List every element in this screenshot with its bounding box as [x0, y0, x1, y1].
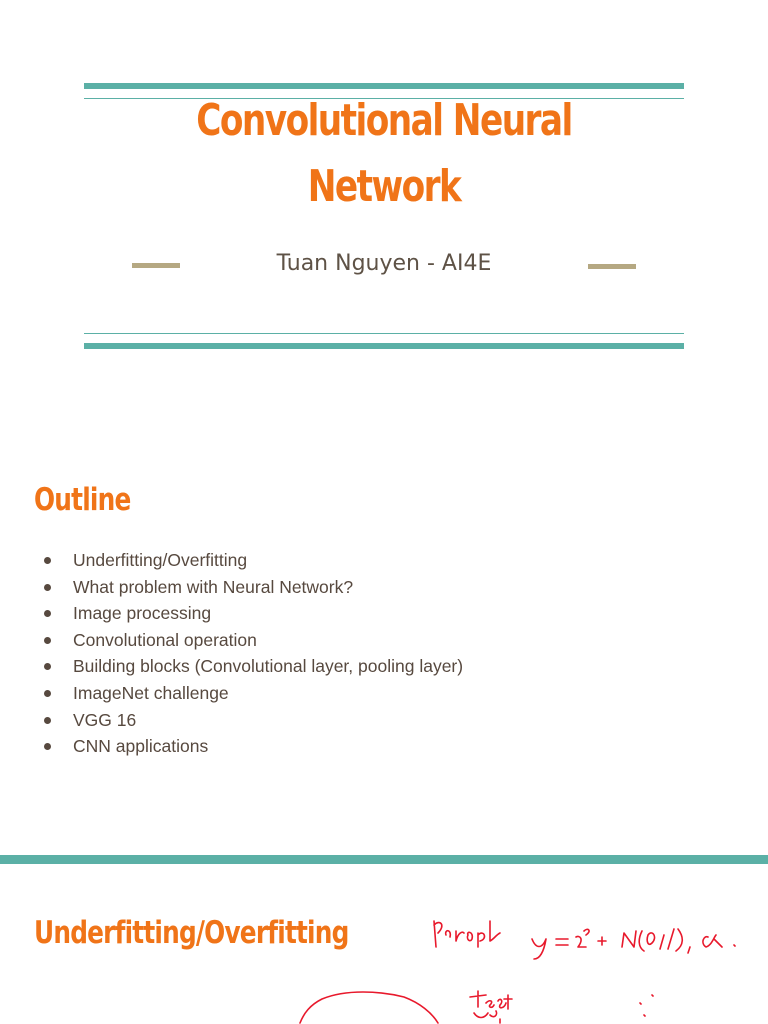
outline-list [44, 547, 463, 760]
outline-item [44, 600, 463, 627]
bullet-dot-icon [44, 690, 51, 697]
outline-item [44, 680, 463, 707]
title-slide [0, 0, 768, 430]
outline-item-label: Convolutional operation [73, 629, 257, 650]
title-line-1: Convolutional Neural [196, 95, 572, 146]
outline-item-label: ImageNet challenge [73, 682, 229, 703]
outline-item-label: What problem with Neural Network? [73, 576, 354, 597]
handwritten-annotations [0, 855, 768, 1024]
title-line-2: Network [307, 161, 461, 212]
outline-item [44, 627, 463, 654]
handwritten-small-mark [640, 995, 653, 1016]
bullet-dot-icon [44, 584, 51, 591]
slide-title [150, 88, 618, 220]
handwritten-formula-scribble [532, 929, 735, 959]
handwritten-curve [300, 992, 438, 1023]
outline-item [44, 574, 463, 601]
left-dash-ornament [132, 263, 180, 268]
bullet-dot-icon [44, 743, 51, 750]
bottom-thick-rule [84, 343, 684, 349]
outline-item-label: CNN applications [73, 736, 209, 757]
outline-slide [0, 430, 768, 855]
outline-item-label: VGG 16 [73, 709, 137, 730]
outline-heading: Outline [34, 482, 131, 518]
bullet-dot-icon [44, 663, 51, 670]
outline-item-label: Building blocks (Convolutional layer, pooling layer) [73, 656, 464, 677]
bullet-dot-icon [44, 637, 51, 644]
underfitting-slide [0, 855, 768, 1024]
outline-item [44, 733, 463, 760]
bottom-thin-rule [84, 333, 684, 334]
bullet-dot-icon [44, 610, 51, 617]
handwritten-test-scribble [470, 991, 512, 1023]
outline-item [44, 547, 463, 574]
outline-item [44, 653, 463, 680]
right-dash-ornament [588, 264, 636, 269]
underfitting-heading: Underfitting/Overfitting [34, 915, 349, 951]
outline-item-label: Image processing [73, 603, 212, 624]
bullet-dot-icon [44, 557, 51, 564]
bullet-dot-icon [44, 717, 51, 724]
outline-item-label: Underfitting/Overfitting [73, 550, 248, 570]
slide-subtitle: Tuan Nguyen - AI4E [276, 251, 492, 276]
handwritten-word-scribble [434, 921, 500, 947]
outline-item [44, 707, 463, 734]
